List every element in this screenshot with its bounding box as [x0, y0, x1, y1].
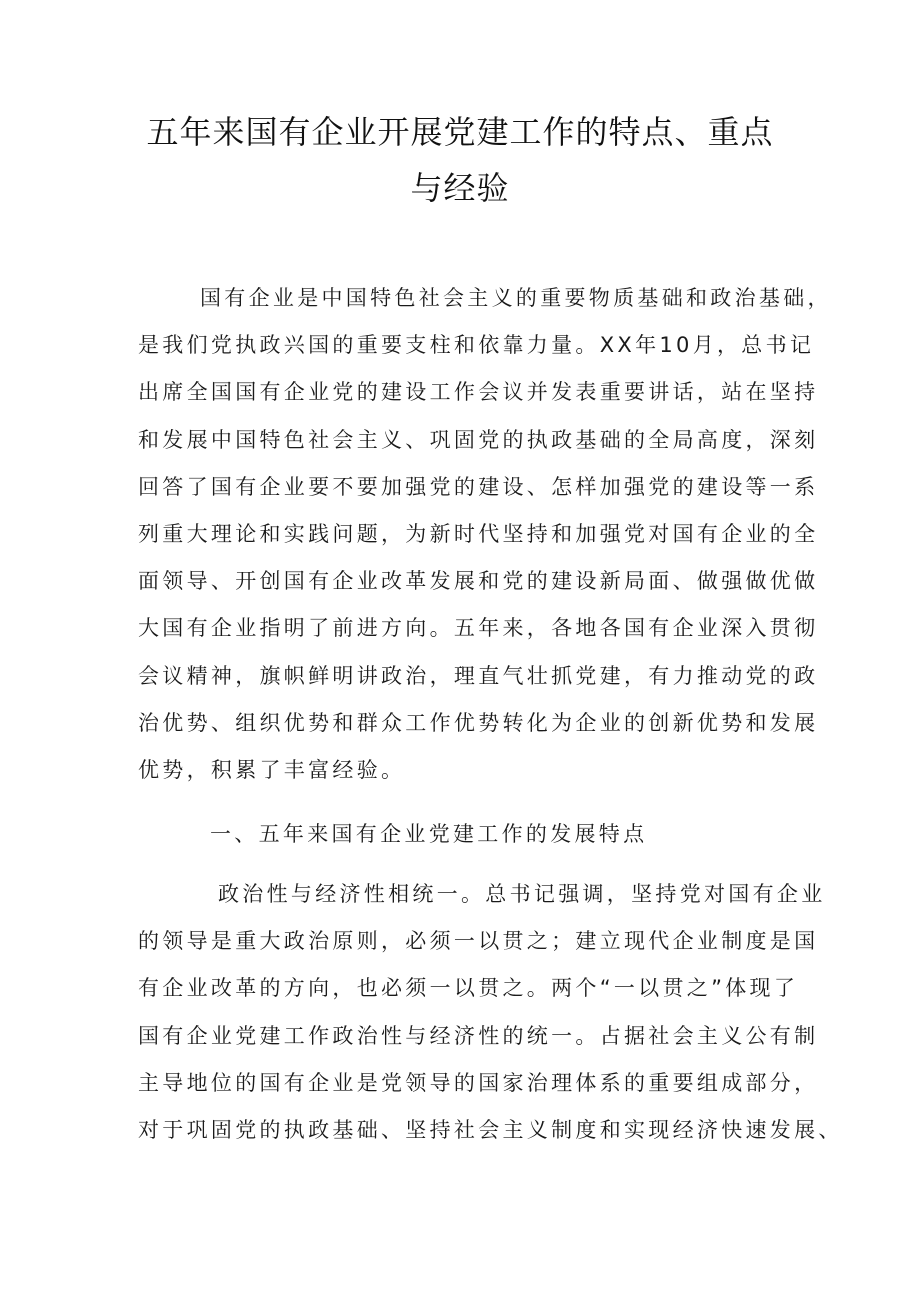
paragraph-line: 主导地位的国有企业是党领导的国家治理体系的重要组成部分，	[138, 1070, 819, 1095]
paragraph-line: 国有企业党建工作政治性与经济性的统一。占据社会主义公有制	[138, 1023, 819, 1048]
document-title	[120, 104, 800, 216]
paragraph-line: 有企业改革的方向，也必须一以贯之。两个“一以贯之”体现了	[138, 976, 799, 1001]
paragraph-line: 出席全国国有企业党的建设工作会议并发表重要讲话，站在坚持	[138, 380, 819, 405]
paragraph-line: 国有企业是中国特色社会主义的重要物质基础和政治基础，	[200, 286, 832, 310]
paragraph-line: 回答了国有企业要不要加强党的建设、怎样加强党的建设等一系	[138, 474, 819, 499]
paragraph-line: 政治性与经济性相统一。总书记强调，坚持党对国有企业	[218, 882, 826, 906]
paragraph-line: 优势，积累了丰富经验。	[138, 758, 406, 783]
paragraph-line: 大国有企业指明了前进方向。五年来，各地各国有企业深入贯彻	[138, 616, 819, 641]
paragraph-line: 会议精神，旗帜鲜明讲政治，理直气壮抓党建，有力推动党的政	[138, 663, 819, 688]
paragraph-line: 列重大理论和实践问题，为新时代坚持和加强党对国有企业的全	[138, 522, 819, 547]
section-paragraph	[138, 871, 843, 1154]
paragraph-line: 治优势、组织优势和群众工作优势转化为企业的创新优势和发展	[138, 710, 819, 735]
section-heading-text: 一、五年来国有企业党建工作的发展特点	[210, 822, 648, 846]
paragraph-line: 是我们党执政兴国的重要支柱和依靠力量。XX年10月，总书记	[138, 333, 815, 358]
paragraph-line: 对于巩固党的执政基础、坚持社会主义制度和实现经济快速发展、	[138, 1118, 843, 1143]
intro-paragraph	[138, 275, 832, 794]
paragraph-line: 面领导、开创国有企业改革发展和党的建设新局面、做强做优做	[138, 569, 819, 594]
paragraph-line: 和发展中国特色社会主义、巩固党的执政基础的全局高度，深刻	[138, 427, 819, 452]
title-line-2: 与经验	[410, 169, 510, 207]
section-heading	[138, 811, 798, 858]
paragraph-line: 的领导是重大政治原则，必须一以贯之；建立现代企业制度是国	[138, 929, 819, 954]
title-line-1: 五年来国有企业开展党建工作的特点、重点	[146, 113, 774, 151]
